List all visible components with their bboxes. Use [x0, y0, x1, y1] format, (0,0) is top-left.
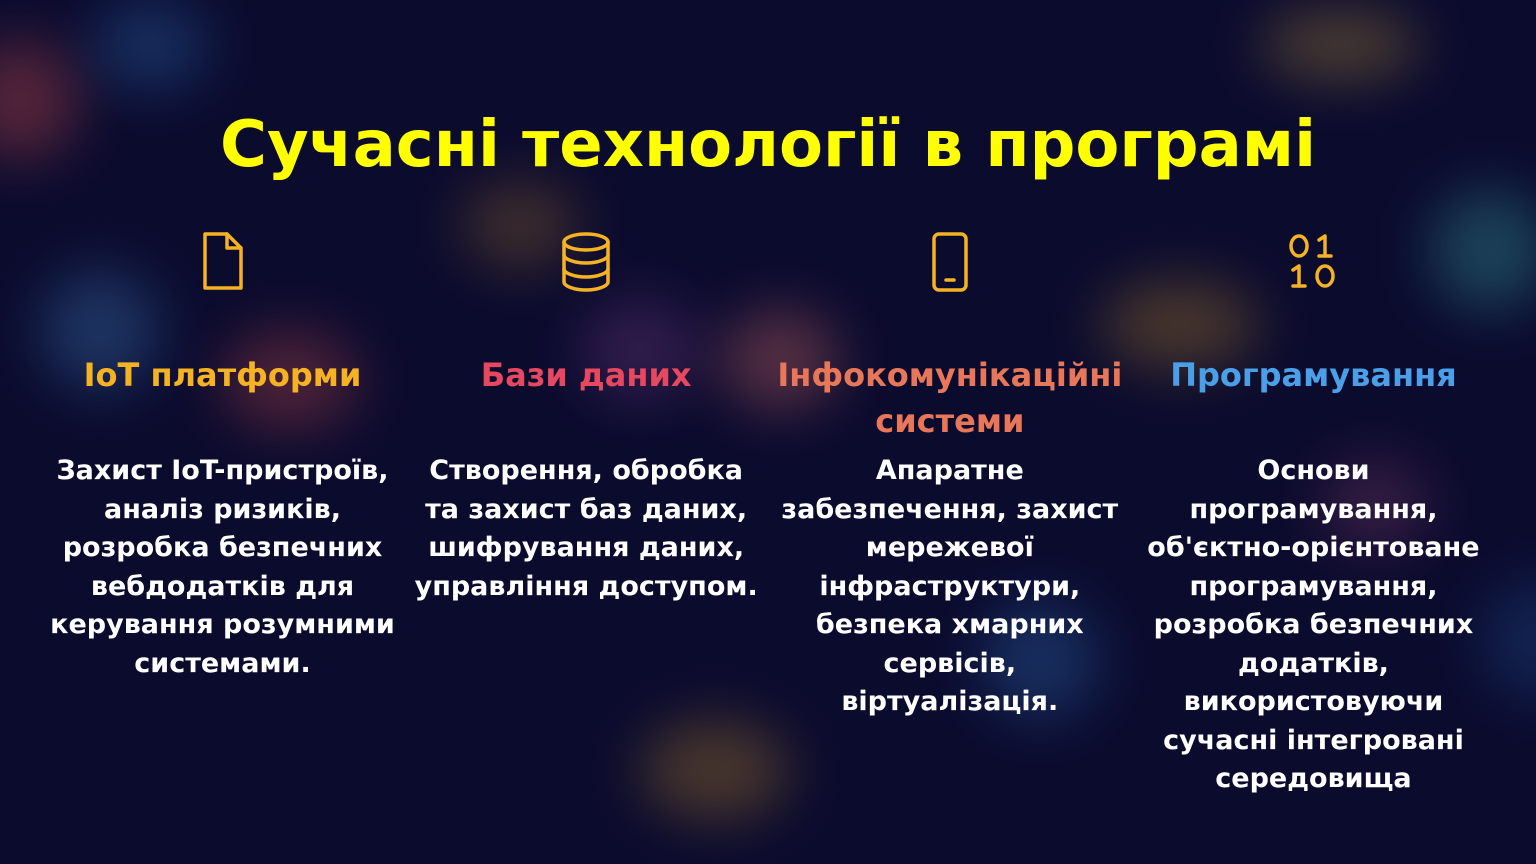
column-programming [1141, 230, 1486, 799]
column-description: Апаратне забезпечення, захист мережевої інфраструктури, безпека хмарних сервісів, віртуалізація. [781, 455, 1119, 717]
column-title: Інфокомунікаційні системи [777, 356, 1123, 440]
column-title: Бази даних [480, 356, 692, 394]
bokeh-light [1260, 10, 1420, 80]
technology-columns [50, 230, 1486, 799]
column-title: Програмування [1170, 356, 1457, 394]
column-description: Створення, обробка та захист баз даних, шифрування даних, управління доступом. [414, 455, 758, 602]
bokeh-light [90, 0, 210, 90]
column-description: Основи програмування, об'єктно-орієнтоване програмування, розробка безпечних додатків, використовуючи сучасні інтегровані середовища [1147, 455, 1480, 794]
bokeh-light [1480, 580, 1536, 700]
page-title: Сучасні технології в програмі [219, 108, 1317, 182]
binary-code-icon [1141, 230, 1486, 294]
column-title: IoT платформи [83, 356, 362, 394]
database-icon [414, 230, 759, 294]
smartphone-icon [777, 230, 1122, 294]
column-databases [414, 230, 759, 799]
document-icon [50, 230, 395, 294]
column-description: Захист IoT-пристроїв, аналіз ризиків, розробка безпечних вебдодатків для керування розумними системами. [50, 455, 395, 679]
column-iot [50, 230, 395, 799]
column-infocom [777, 230, 1122, 799]
